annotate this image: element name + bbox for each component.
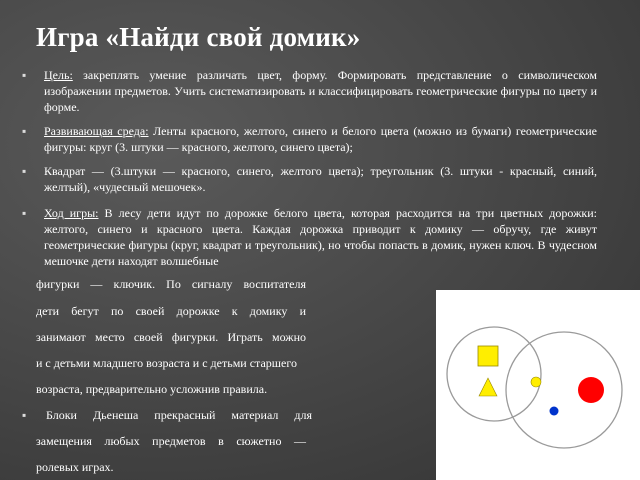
materials-paragraph <box>44 163 597 195</box>
blocks-line: замещения любых предметов в сюжетно — <box>36 434 306 448</box>
yellow-triangle <box>479 378 497 396</box>
blue-circle <box>550 407 559 416</box>
environment-text: Ленты красного, желтого, синего и белого цвета (можно из бумаги) геометрические фигуры: круг (3. штуки — красного, желтого, синего цвета); <box>44 124 597 154</box>
right-hoop-circle <box>506 332 622 448</box>
venn-illustration <box>436 290 640 480</box>
bullet-marker: ▪ <box>22 408 27 422</box>
gameplay-text: В лесу дети идут по дорожке белого цвета, которая расходится на три цветных дорожки: желтого, синего и красного цвета. Каждая дорожка приводит к домику — обручу, где живут геометрические фигуры (круг, квадрат и треугольник), но чтобы попасть в домик, нужен ключ. В чудесном мешочке дети находят волшебные <box>44 206 597 268</box>
blocks-line: ролевых играх. <box>36 460 114 474</box>
left-hoop-circle <box>447 327 541 421</box>
environment-paragraph <box>44 123 597 155</box>
goal-text: закреплять умение различать цвет, форму. Формировать представление о символическом изображении предметов. Учить систематизировать и классифицировать геометрические фигуры по цвету и форме. <box>44 68 597 114</box>
materials-text: Квадрат — (3.штуки — красного, синего, желтого цвета); треугольник (3. штуки - красный, синий, желтый), «чудесный мешочек». <box>44 164 597 194</box>
yellow-circle <box>531 377 541 387</box>
continuation-line: и с детьми младшего возраста и с детьми старшего <box>36 356 297 370</box>
gameplay-paragraph <box>44 205 597 269</box>
continuation-line: занимают место своей фигурки. Играть можно <box>36 330 306 344</box>
environment-label: Развивающая среда: <box>44 124 149 138</box>
continuation-line: фигурки — ключик. По сигналу воспитателя <box>36 277 306 291</box>
continuation-line: возраста, предварительно усложнив правила. <box>36 382 268 396</box>
blocks-line: Блоки Дьенеша прекрасный материал для <box>46 408 312 422</box>
continuation-line: дети бегут по своей дорожке к домику и <box>36 304 306 318</box>
bullet-marker: ▪ <box>22 68 27 82</box>
goal-paragraph <box>44 67 597 115</box>
slide-title: Игра «Найди свой домик» <box>36 22 361 52</box>
yellow-square <box>478 346 498 366</box>
bullet-marker: ▪ <box>22 124 27 138</box>
red-circle <box>578 377 604 403</box>
bullet-marker: ▪ <box>22 206 27 220</box>
bullet-marker: ▪ <box>22 164 27 178</box>
goal-label: Цель: <box>44 68 73 82</box>
gameplay-label: Ход игры: <box>44 206 99 220</box>
